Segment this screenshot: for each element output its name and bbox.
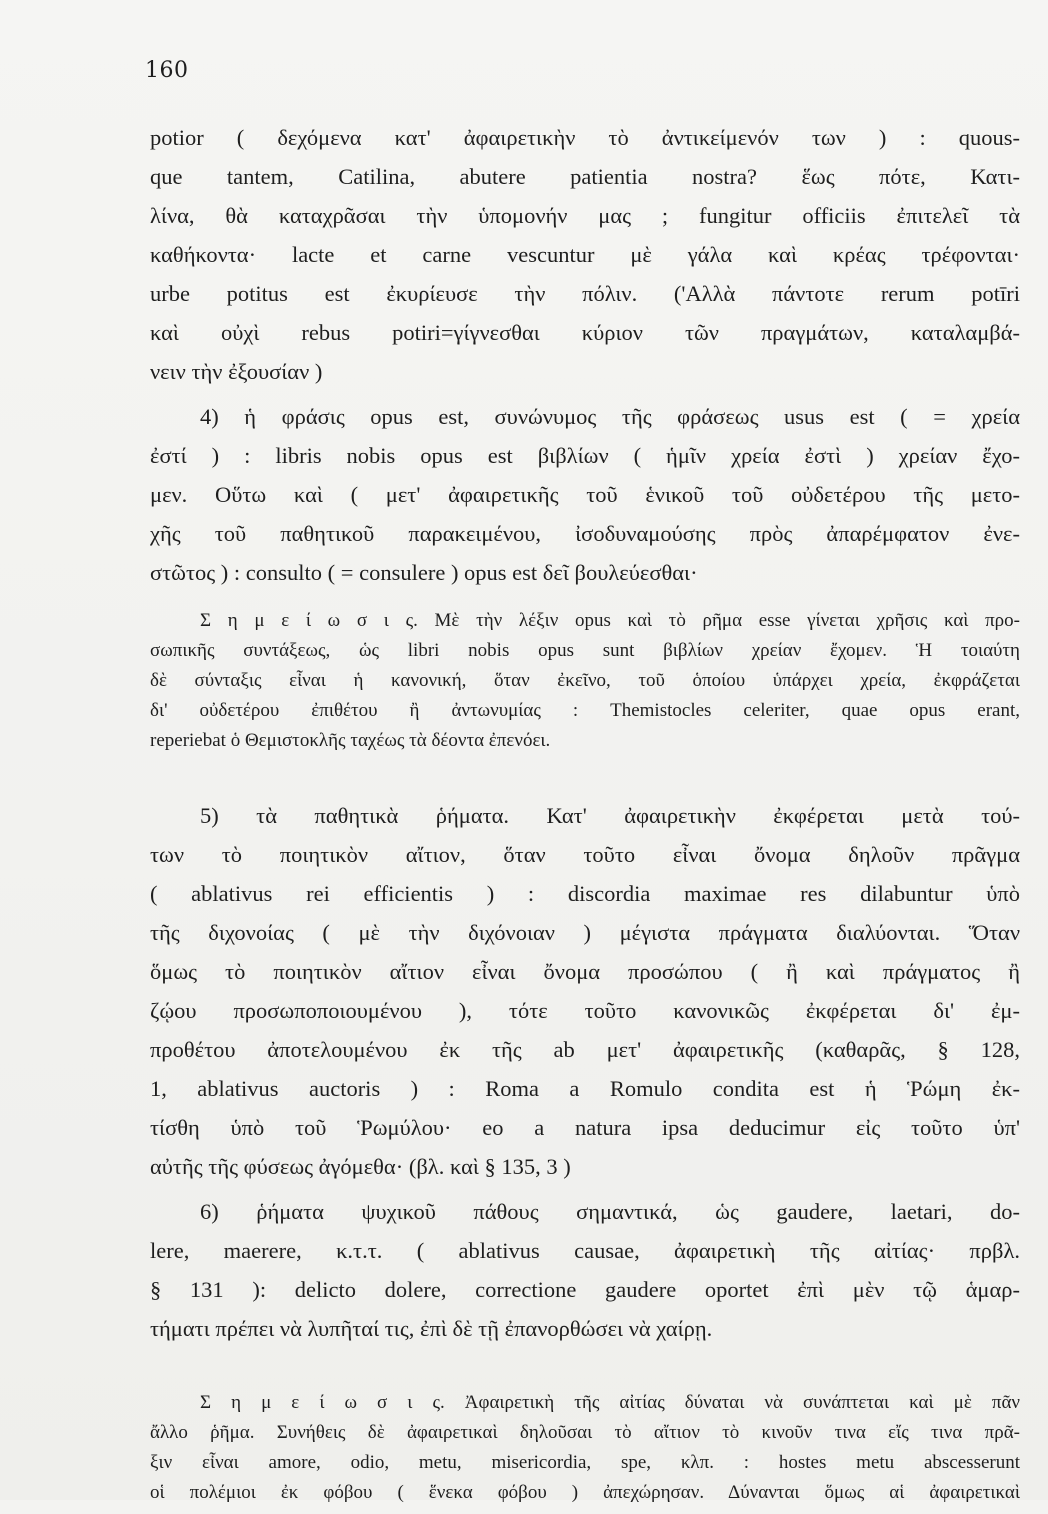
text-line: 4) ἡ φράσις opus est, συνώνυμος τῆς φράσεως usus est ( = χρεία <box>200 404 1020 429</box>
text-line: μεν. Οὕτω καὶ ( μετ' ἀφαιρετικῆς τοῦ ἑνικοῦ τοῦ οὐδετέρου τῆς μετο- <box>150 482 1020 507</box>
note-ablative-cause <box>150 1388 1020 1508</box>
text-line: νειν τὴν ἐξουσίαν ) <box>150 359 323 384</box>
text-line: ἐστί ) : libris nobis opus est βιβλίων ( ἡμῖν χρεία ἐστὶ ) χρείαν ἔχο- <box>150 443 1020 468</box>
note-line: ξιν εἶναι amore, odio, metu, misericordia, spe, κλπ. : hostes metu abscesserunt <box>150 1452 1020 1473</box>
paragraph-emotion-verbs <box>150 1192 1020 1348</box>
text-line: 6) ῥήματα ψυχικοῦ πάθους σημαντικά, ὡς gaudere, laetari, do- <box>200 1199 1020 1224</box>
text-line: ὅμως τὸ ποιητικὸν αἴτιον εἶναι ὄνομα προσώπου ( ἢ καὶ πράγματος ἢ <box>150 959 1020 984</box>
note-line: δι' οὐδετέρου ἐπιθέτου ἢ ἀντωνυμίας : Themistocles celeriter, quae opus erant, <box>150 700 1020 721</box>
text-line: χῆς τοῦ παθητικοῦ παρακειμένου, ἰσοδυναμούσης πρὸς ἀπαρέμφατον ἐνε- <box>150 521 1020 546</box>
text-line: τίσθη ὑπὸ τοῦ Ῥωμύλου· eo a natura ipsa deducimur εἰς τοῦτο ὑπ' <box>150 1115 1020 1140</box>
text-line: que tantem, Catilina, abutere patientia nostra? ἕως πότε, Κατι- <box>150 164 1020 189</box>
text-line: urbe potitus est ἐκυρίευσε τὴν πόλιν. ('Αλλὰ πάντοτε rerum potīri <box>150 281 1020 306</box>
text-line: αὐτῆς τῆς φύσεως ἀγόμεθα· (βλ. καὶ § 135, 3 ) <box>150 1154 571 1179</box>
text-line: καθήκοντα· lacte et carne vescuntur μὲ γάλα καὶ κρέας τρέφονται· <box>150 242 1020 267</box>
text-line: καὶ οὐχὶ rebus potiri=γίγνεσθαι κύριον τῶν πραγμάτων, καταλαμβά- <box>150 320 1020 345</box>
text-line: ζῴου προσωποποιουμένου ), τότε τοῦτο κανονικῶς ἐκφέρεται δι' ἐμ- <box>150 998 1020 1023</box>
page-body <box>150 118 1020 1514</box>
note-line: σωπικῆς συντάξεως, ὡς libri nobis opus sunt βιβλίων χρείαν ἔχομεν. Ἡ τοιαύτη <box>150 640 1020 661</box>
text-line: προθέτου ἀποτελουμένου ἐκ τῆς ab μετ' ἀφαιρετικῆς (καθαρᾶς, § 128, <box>150 1037 1020 1062</box>
text-line: τήματι πρέπει νὰ λυπῆταί τις, ἐπὶ δὲ τῇ ἐπανορθώσει νὰ χαίρῃ. <box>150 1316 713 1341</box>
paragraph-opus-est <box>150 397 1020 592</box>
note-opus <box>150 606 1020 756</box>
text-line: ( ablativus rei efficientis ) : discordia maximae res dilabuntur ὑπὸ <box>150 881 1020 906</box>
paragraph-passive-verbs <box>150 796 1020 1186</box>
note-line: Σ η μ ε ί ω σ ι ς. Ἀφαιρετικὴ τῆς αἰτίας δύναται νὰ συνάπτεται καὶ μὲ πᾶν <box>200 1392 1020 1413</box>
note-line: Σ η μ ε ί ω σ ι ς. Μὲ τὴν λέξιν opus καὶ τὸ ρῆμα esse γίνεται χρῆσις καὶ προ- <box>200 610 1020 631</box>
paragraph-potior <box>150 118 1020 391</box>
text-line: potior ( δεχόμενα κατ' ἀφαιρετικὴν τὸ ἀντικείμενόν των ) : quous- <box>150 125 1020 150</box>
text-line: § 131 ): delicto dolere, correctione gaudere oportet ἐπὶ μὲν τῷ ἁμαρ- <box>150 1277 1020 1302</box>
text-line: 5) τὰ παθητικὰ ῥήματα. Κατ' ἀφαιρετικὴν ἐκφέρεται μετὰ τού- <box>200 803 1020 828</box>
text-line: τῆς διχονοίας ( μὲ τὴν διχόνοιαν ) μέγιστα πράγματα διαλύονται. Ὅταν <box>150 920 1020 945</box>
text-line: 1, ablativus auctoris ) : Roma a Romulo condita est ἡ Ῥώμη ἐκ- <box>150 1076 1020 1101</box>
note-line: δὲ σύνταξις εἶναι ἡ κανονική, ὅταν ἐκεῖνο, τοῦ ὁποίου ὑπάρχει χρεία, ἐκφράζεται <box>150 670 1020 691</box>
text-line: στῶτος ) : consulto ( = consulere ) opus est δεῖ βουλεύεσθαι· <box>150 560 698 585</box>
text-line: lere, maerere, κ.τ.τ. ( ablativus causae, ἀφαιρετικὴ τῆς αἰτίας· πρβλ. <box>150 1238 1020 1263</box>
text-line: των τὸ ποιητικὸν αἴτιον, ὅταν τοῦτο εἶναι ὄνομα δηλοῦν πρᾶγμα <box>150 842 1020 867</box>
note-line: οἱ πολέμιοι ἐκ φόβου ( ἕνεκα φόβου ) ἀπεχώρησαν. Δύνανται ὅμως αἱ ἀφαιρετικαὶ <box>150 1482 1020 1503</box>
text-line: λίνα, θὰ καταχρᾶσαι τὴν ὑπομονήν μας ; fungitur officiis ἐπιτελεῖ τὰ <box>150 203 1020 228</box>
page-number: 160 <box>145 58 189 83</box>
note-line: ἄλλο ῥῆμα. Συνήθεις δὲ ἀφαιρετικαὶ δηλοῦσαι τὸ αἴτιον τὸ κινοῦν τινα εἴς τινα πρᾶ- <box>150 1422 1020 1443</box>
note-line: reperiebat ὁ Θεμιστοκλῆς ταχέως τὰ δέοντα ἐπενόει. <box>150 730 551 751</box>
